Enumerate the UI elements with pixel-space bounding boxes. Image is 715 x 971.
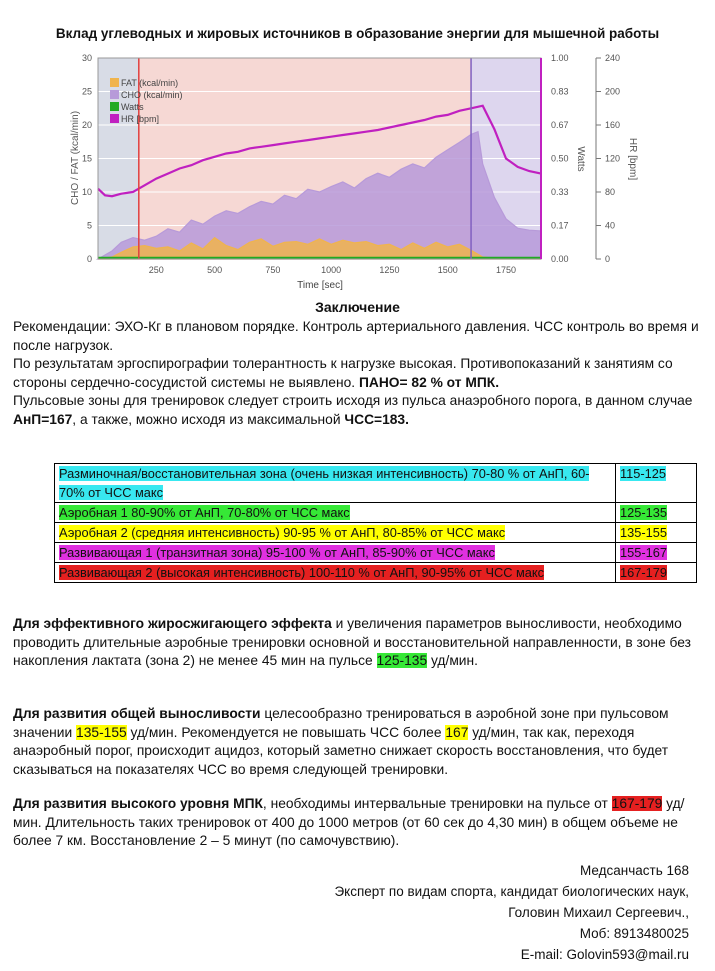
legend-label: HR [bpm] [121, 114, 160, 124]
zone-row [55, 543, 697, 563]
watts-tick-label: 0.17 [551, 220, 569, 231]
chart-title: Вклад углеводных и жировых источников в образование энергии для мышечной работы [55, 26, 660, 41]
zone-label: Разминочная/восстановительная зона (очень низкая интенсивность) 70-80 % от АнП, 60-70% от ЧСС макс [59, 466, 590, 500]
vo2max-paragraph [13, 795, 703, 851]
zone-row [55, 523, 697, 543]
hr-tick-label: 160 [605, 120, 621, 130]
endurance-text-3: уд/мин, так как, переходя анаэробный порог, происходит ацидоз, который заметно снижает скорость восстановления, что будет сказываться на показателях ЧСС во время следующей тренировки. [13, 724, 669, 777]
watts-tick-label: 1.00 [551, 53, 569, 63]
signature-phone: Моб: 8913480025 [579, 926, 689, 941]
zone-label-cell [55, 464, 616, 503]
x-tick-label: 1750 [496, 265, 517, 275]
tolerance-text: По результатам эргоспирографии толерантность к нагрузке высокая. Противопоказаний к занятиям со стороны сердечно-сосудистой системы не выявлено. [13, 356, 673, 390]
zone-label-cell [55, 563, 616, 583]
recommendations-paragraph [13, 318, 703, 429]
hr-max-value: ЧСС=183. [344, 411, 409, 427]
pulse-zones-text: Пульсовые зоны для тренировок следует строить исходя из пульса анаэробного порога, в данном случае [13, 393, 693, 408]
conclusion-heading: Заключение [315, 299, 400, 315]
signature-org: Медсанчасть 168 [580, 863, 689, 878]
x-tick-label: 1500 [437, 265, 458, 275]
legend-swatch [110, 90, 119, 99]
pano-value: ПАНО= 82 % от МПК. [358, 374, 500, 390]
zone-range: 155-167 [620, 545, 667, 560]
hr-tick-label: 120 [605, 153, 621, 164]
hr-tick-label: 40 [605, 220, 616, 231]
vo2max-text: , необходимы интервальные тренировки на пульсе от [262, 796, 612, 811]
hr-tick-label: 80 [605, 187, 616, 197]
x-tick-label: 750 [265, 265, 281, 275]
signature-name: Головин Михаил Сергеевич., [508, 905, 689, 920]
pulse-zones-table [54, 463, 697, 583]
endurance-limit: 167 [445, 724, 469, 740]
zone-range: 135-155 [620, 525, 667, 540]
legend-label: FAT (kcal/min) [121, 78, 179, 88]
zone-row [55, 563, 697, 583]
zone-label: Аэробная 2 (средняя интенсивность) 90-95 % от АнП, 80-85% от ЧСС макс [59, 525, 506, 540]
y-axis-title-watts: Watts [575, 146, 586, 172]
watts-tick-label: 0.50 [551, 153, 569, 164]
watts-tick-label: 0.83 [551, 86, 569, 97]
energy-chart [0, 48, 715, 298]
zone-label: Развивающая 2 (высокая интенсивность) 100-110 % от АнП, 90-95% от ЧСС макс [59, 565, 545, 580]
fat-burning-heading: Для эффективного жиросжигающего эффекта [13, 616, 332, 631]
x-tick-label: 500 [207, 265, 223, 275]
zone-range-cell [616, 464, 697, 503]
y-tick-label: 0 [86, 254, 92, 264]
y-tick-label: 30 [81, 53, 92, 63]
y-tick-label: 10 [81, 187, 92, 197]
zone-range-cell [616, 543, 697, 563]
legend-label: Watts [121, 102, 144, 112]
y-axis-title-left: CHO / FAT (kcal/min) [70, 110, 81, 206]
signature-title: Эксперт по видам спорта, кандидат биологических наук, [334, 884, 689, 899]
y-tick-label: 25 [81, 86, 92, 97]
anp-value: АнП=167 [13, 411, 73, 427]
endurance-paragraph [13, 705, 703, 779]
x-tick-label: 1000 [321, 265, 342, 275]
y-axis-title-hr: HR [bpm] [627, 137, 638, 181]
endurance-heading: Для развития общей выносливости [13, 706, 261, 721]
y-tick-label: 15 [81, 153, 92, 164]
endurance-range: 135-155 [76, 724, 127, 740]
signature-block [334, 860, 689, 965]
legend-swatch [110, 102, 119, 111]
x-tick-label: 250 [148, 265, 164, 275]
zone-row [55, 503, 697, 523]
zone-range: 115-125 [620, 466, 667, 481]
fat-burning-paragraph [13, 615, 703, 671]
zone-range-cell [616, 563, 697, 583]
hr-tick-label: 0 [605, 254, 611, 264]
zone-row [55, 464, 697, 503]
legend-swatch [110, 78, 119, 87]
zone-label-cell [55, 503, 616, 523]
watts-tick-label: 0.67 [551, 120, 569, 130]
zone-range: 167-179 [620, 565, 667, 580]
watts-tick-label: 0.33 [551, 187, 569, 197]
x-tick-label: 1250 [379, 265, 400, 275]
fat-burning-unit: уд/мин. [427, 653, 478, 668]
y-tick-label: 5 [86, 220, 92, 231]
hr-tick-label: 240 [605, 53, 621, 63]
x-axis-title: Time [sec] [297, 280, 343, 291]
zone-label: Аэробная 1 80-90% от АнП, 70-80% от ЧСС макс [59, 505, 350, 520]
hr-tick-label: 200 [605, 86, 621, 97]
y-tick-label: 20 [81, 120, 92, 130]
zone-label-cell [55, 543, 616, 563]
fat-burning-text: и увеличения параметров выносливости, необходимо проводить длительные аэробные тренировки основной и восстановительной направленности, в зоне без накопления лактата (зона 2) не менее 45 мин на пульсе [13, 616, 691, 668]
watts-tick-label: 0.00 [551, 254, 569, 264]
fat-burning-range: 125-135 [376, 653, 428, 668]
endurance-text-2: уд/мин. Рекомендуется не повышать ЧСС более [126, 724, 446, 740]
vo2max-heading: Для развития высокого уровня МПК [13, 796, 263, 811]
zone-label: Развивающая 1 (транзитная зона) 95-100 % от АнП, 85-90% от ЧСС макс [59, 545, 495, 560]
vo2max-range: 167-179 [611, 796, 663, 811]
recommendations-text: Рекомендации: ЭХО-Кг в плановом порядке. Контроль артериального давления. ЧСС контроль во время и после нагрузок. [13, 319, 699, 353]
vo2max-text-2: уд/мин. Длительность таких тренировок от 400 до 1000 метров (от 60 сек до 4,30 мин) в общем объеме не более 7 км. Восстановление 2 – 5 минут (по самочувствию). [13, 796, 685, 848]
zone-label-cell [55, 523, 616, 543]
endurance-text: целесообразно тренироваться в аэробной зоне при пульсовом значении [13, 706, 669, 740]
zone-range: 125-135 [620, 505, 667, 520]
zone-range-cell [616, 523, 697, 543]
legend-label: CHO (kcal/min) [121, 90, 183, 100]
signature-email: E-mail: Golovin593@mail.ru [520, 947, 689, 962]
zone-range-cell [616, 503, 697, 523]
legend-swatch [110, 114, 119, 123]
pulse-zones-text-2: , а также, можно исходя из максимальной [72, 411, 345, 427]
